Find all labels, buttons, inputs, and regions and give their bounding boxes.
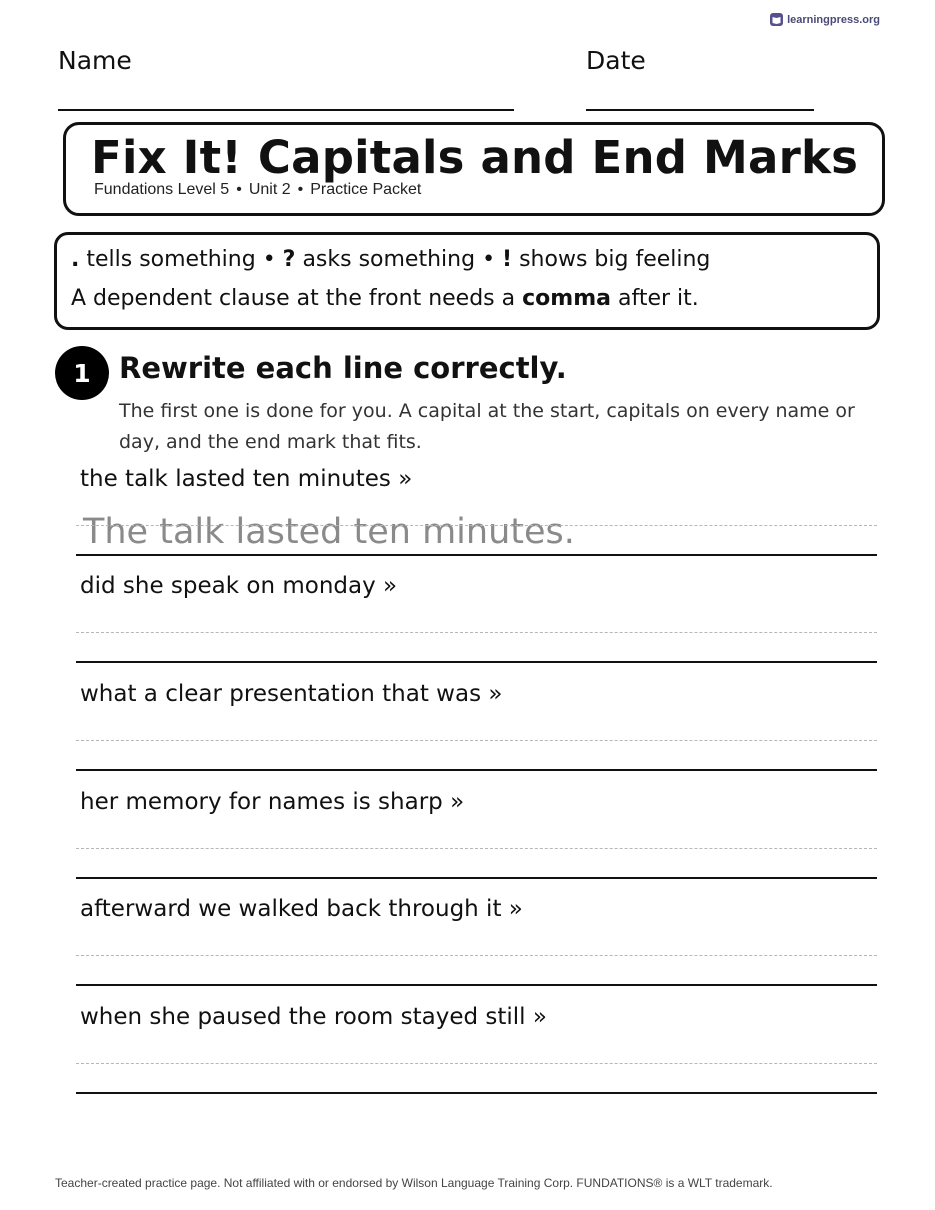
writing-line[interactable] [76, 769, 877, 771]
exercise-item [76, 573, 877, 681]
end-mark-rule: . tells something • ? asks something • ! shows big feeling [71, 247, 711, 272]
exercise-prompt: what a clear presentation that was » [80, 681, 503, 707]
exercise-item [76, 466, 877, 574]
name-label: Name [58, 46, 132, 75]
title-box [63, 122, 885, 216]
name-field[interactable] [58, 109, 514, 111]
example-answer: The talk lasted ten minutes. [83, 512, 575, 552]
page-title: Fix It! Capitals and End Marks [91, 131, 859, 184]
section-number: 1 [55, 346, 109, 400]
exercise-item [76, 789, 877, 897]
exercise-item [76, 896, 877, 1004]
section-title: Rewrite each line correctly. [119, 351, 567, 385]
brand-text: learningpress.org [787, 13, 880, 26]
exercise-item [76, 1004, 877, 1112]
footer-disclaimer: Teacher-created practice page. Not affiliated with or endorsed by Wilson Language Training Corp. FUNDATIONS® is a WLT trademark. [55, 1176, 773, 1190]
writing-line[interactable] [76, 984, 877, 986]
guide-line [76, 955, 877, 956]
exercise-prompt: the talk lasted ten minutes » [80, 466, 413, 492]
date-label: Date [586, 46, 646, 75]
page-subtitle: Fundations Level 5 • Unit 2 • Practice Packet [94, 181, 422, 198]
writing-line[interactable] [76, 661, 877, 663]
exercise-prompt: afterward we walked back through it » [80, 896, 523, 922]
guide-line [76, 525, 877, 526]
subtitle-unit: Unit 2 [248, 181, 291, 198]
exercise-prompt: when she paused the room stayed still » [80, 1004, 547, 1030]
exercise-prompt: did she speak on monday » [80, 573, 398, 599]
comma-rule: A dependent clause at the front needs a comma after it. [71, 286, 699, 311]
guide-line [76, 848, 877, 849]
exercise-item [76, 681, 877, 789]
writing-line[interactable] [76, 554, 877, 556]
brand-logo [770, 13, 880, 26]
guide-line [76, 632, 877, 633]
writing-line[interactable] [76, 877, 877, 879]
section-instructions: The first one is done for you. A capital at the start, capitals on every name or day, and the end mark that fits. [119, 400, 855, 453]
date-field[interactable] [586, 109, 814, 111]
subtitle-level: Fundations Level 5 [94, 181, 230, 198]
guide-line [76, 1063, 877, 1064]
subtitle-packet: Practice Packet [310, 181, 422, 198]
writing-line[interactable] [76, 1092, 877, 1094]
guide-line [76, 740, 877, 741]
exercise-prompt: her memory for names is sharp » [80, 789, 465, 815]
rules-box [54, 232, 880, 330]
book-icon [770, 13, 783, 26]
